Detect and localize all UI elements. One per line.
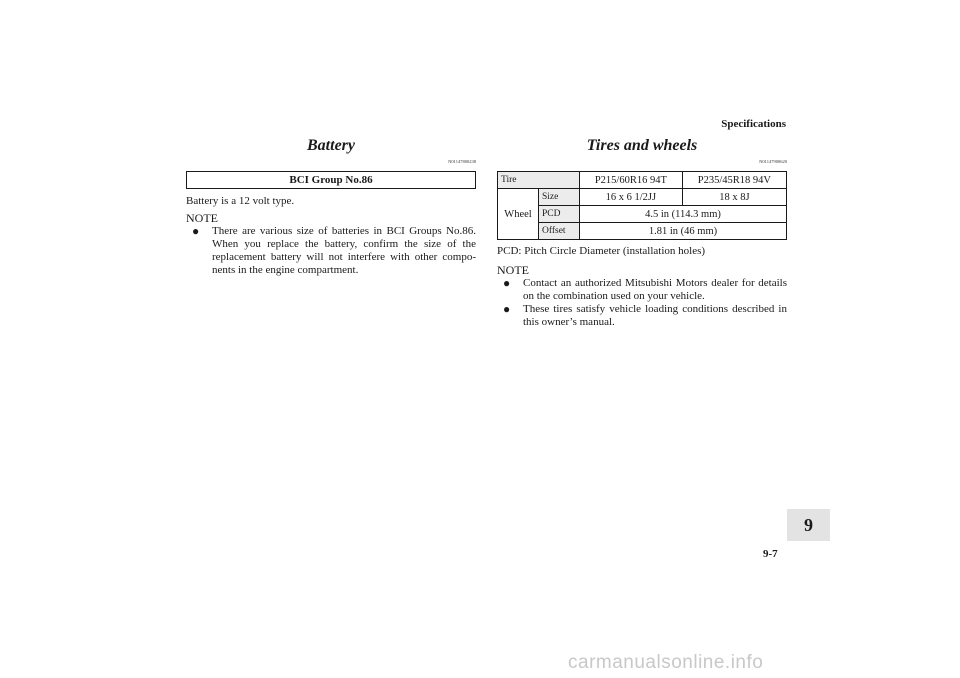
- tire-label-cell: Tire: [498, 172, 580, 189]
- table-row: [498, 223, 787, 240]
- bullet-icon: ●: [503, 302, 511, 316]
- tire-wheel-table: [497, 171, 787, 240]
- table-row: [498, 189, 787, 206]
- size-value-cell: 18 x 8J: [682, 189, 786, 206]
- pcd-value-cell: 4.5 in (114.3 mm): [580, 206, 787, 223]
- battery-note-label: NOTE: [186, 211, 218, 225]
- note-item: [186, 225, 476, 277]
- table-row: [498, 172, 787, 189]
- pcd-definition: PCD: Pitch Circle Diameter (installation holes): [497, 245, 706, 257]
- tire-value-cell: P215/60R16 94T: [580, 172, 683, 189]
- tires-note-list: [497, 277, 787, 329]
- size-value-cell: 16 x 6 1/2JJ: [580, 189, 683, 206]
- chapter-tab: 9: [787, 509, 830, 541]
- wheel-label-cell: Wheel: [498, 189, 539, 240]
- note-text: There are various size of batteries in BCI Groups No.86. When you replace the battery, confirm the size of the replacement battery will not interfere with other compo-nents in the engine compartment.: [212, 225, 476, 276]
- bullet-icon: ●: [503, 276, 511, 290]
- bullet-icon: ●: [192, 224, 200, 238]
- table-row: [498, 206, 787, 223]
- tires-note-label: NOTE: [497, 263, 529, 277]
- note-text: These tires satisfy vehicle loading conditions described in this owner’s manual.: [523, 303, 787, 328]
- note-item: [497, 277, 787, 303]
- battery-description: Battery is a 12 volt type.: [186, 195, 295, 207]
- offset-value-cell: 1.81 in (46 mm): [580, 223, 787, 240]
- offset-label-cell: Offset: [539, 223, 580, 240]
- page-header-title: Specifications: [721, 118, 786, 130]
- note-text: Contact an authorized Mitsubishi Motors dealer for details on the combination used on your vehicle.: [523, 277, 787, 302]
- battery-section-title: Battery: [307, 137, 355, 154]
- battery-section-code: N01147800238: [448, 159, 476, 164]
- bci-group-box: BCI Group No.86: [186, 171, 476, 189]
- pcd-label-cell: PCD: [539, 206, 580, 223]
- tires-section-title: Tires and wheels: [586, 137, 698, 154]
- tire-value-cell: P235/45R18 94V: [682, 172, 786, 189]
- size-label-cell: Size: [539, 189, 580, 206]
- page-number: 9-7: [763, 548, 778, 560]
- note-item: [497, 303, 787, 329]
- watermark-text: carmanualsonline.info: [568, 652, 764, 673]
- tires-section-code: N01147900620: [759, 159, 787, 164]
- battery-note-list: [186, 225, 476, 277]
